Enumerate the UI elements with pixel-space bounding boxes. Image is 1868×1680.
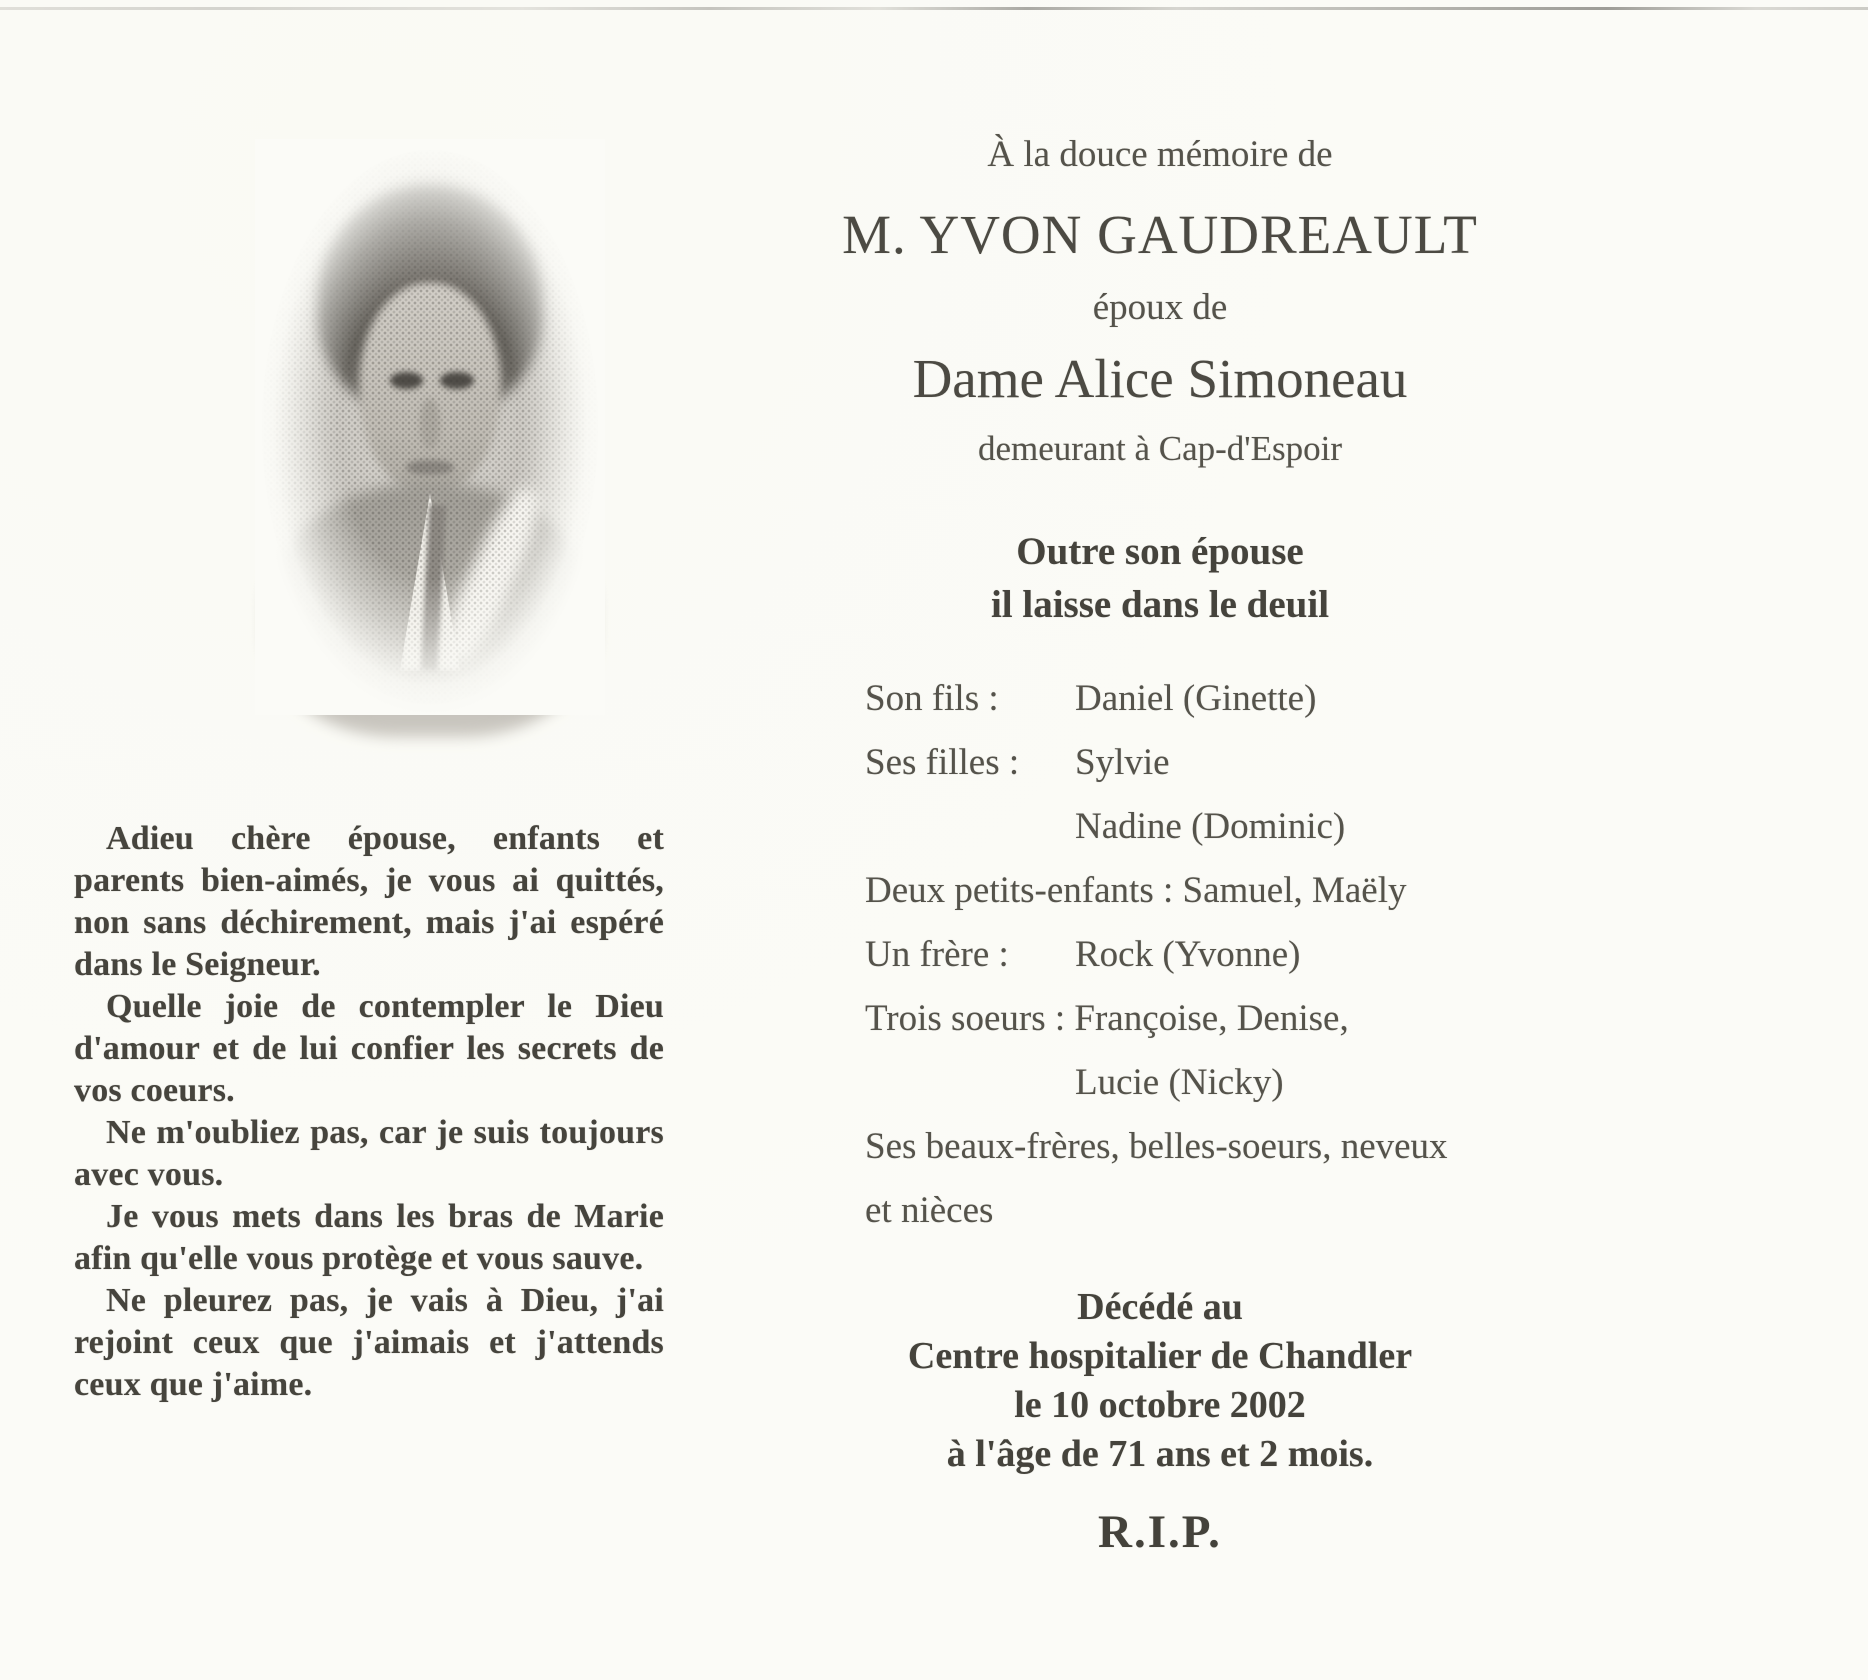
farewell-paragraph: Adieu chère épouse, enfants et parents bien-aimés, je vous ai quittés, non sans déchirement, mais j'ai espéré dans le Seigneur. <box>74 820 664 983</box>
family-list <box>810 667 1510 1243</box>
family-value: Daniel (Ginette) <box>1075 678 1317 719</box>
portrait-vignette-fade <box>255 139 604 715</box>
memorial-column <box>810 133 1510 1561</box>
death-details-block <box>810 1283 1510 1479</box>
rip-text: R.I.P. <box>1098 1506 1222 1558</box>
farewell-paragraph: Ne m'oubliez pas, car je suis toujours avec vous. <box>74 1114 664 1193</box>
family-label <box>865 795 1075 859</box>
family-row: Ses beaux-frères, belles-soeurs, neveux <box>865 1126 1448 1167</box>
family-row <box>865 923 1510 987</box>
survivors-heading-line: Outre son épouse <box>1016 530 1304 573</box>
survivors-heading <box>810 525 1510 631</box>
family-row: Deux petits-enfants : Samuel, Maëly <box>865 870 1407 911</box>
family-row: et nièces <box>865 1190 994 1231</box>
farewell-paragraph: Je vous mets dans les bras de Marie afin qu'elle vous protège et vous sauve. <box>74 1198 664 1277</box>
deceased-name: M. YVON GAUDREAULT <box>842 204 1478 265</box>
family-row <box>865 731 1510 795</box>
farewell-text-block <box>74 818 664 1406</box>
family-label: Un frère : <box>865 934 1009 975</box>
family-row <box>865 1051 1510 1115</box>
family-row <box>865 667 1510 731</box>
residence-line: demeurant à Cap-d'Espoir <box>978 429 1342 468</box>
scan-edge-artifact <box>0 7 1868 10</box>
family-value: Sylvie <box>1075 742 1170 783</box>
portrait-photo <box>262 150 598 704</box>
death-details-line: Décédé au <box>1077 1286 1243 1328</box>
spouse-name: Dame Alice Simoneau <box>912 348 1408 409</box>
death-details-line: à l'âge de 71 ans et 2 mois. <box>946 1433 1374 1475</box>
family-label: Ses filles : <box>865 742 1020 783</box>
spouse-of-line: époux de <box>1092 287 1228 328</box>
family-value: Rock (Yvonne) <box>1075 934 1301 975</box>
family-label <box>865 1051 1075 1115</box>
farewell-paragraph: Ne pleurez pas, je vais à Dieu, j'ai rejoint ceux que j'aimais et j'attends ceux que j'aime. <box>74 1282 664 1403</box>
family-row <box>865 795 1510 859</box>
family-row: Trois soeurs : Françoise, Denise, <box>865 998 1349 1039</box>
dedication-line: À la douce mémoire de <box>987 134 1333 175</box>
family-label: Son fils : <box>865 678 999 719</box>
death-details-line: Centre hospitalier de Chandler <box>907 1335 1413 1377</box>
family-value: Nadine (Dominic) <box>1075 806 1346 847</box>
farewell-paragraph: Quelle joie de contempler le Dieu d'amour et de lui confier les secrets de vos coeurs. <box>74 988 664 1109</box>
survivors-heading-line: il laisse dans le deuil <box>990 583 1330 626</box>
family-value: Lucie (Nicky) <box>1075 1062 1284 1103</box>
death-details-line: le 10 octobre 2002 <box>1014 1384 1306 1426</box>
